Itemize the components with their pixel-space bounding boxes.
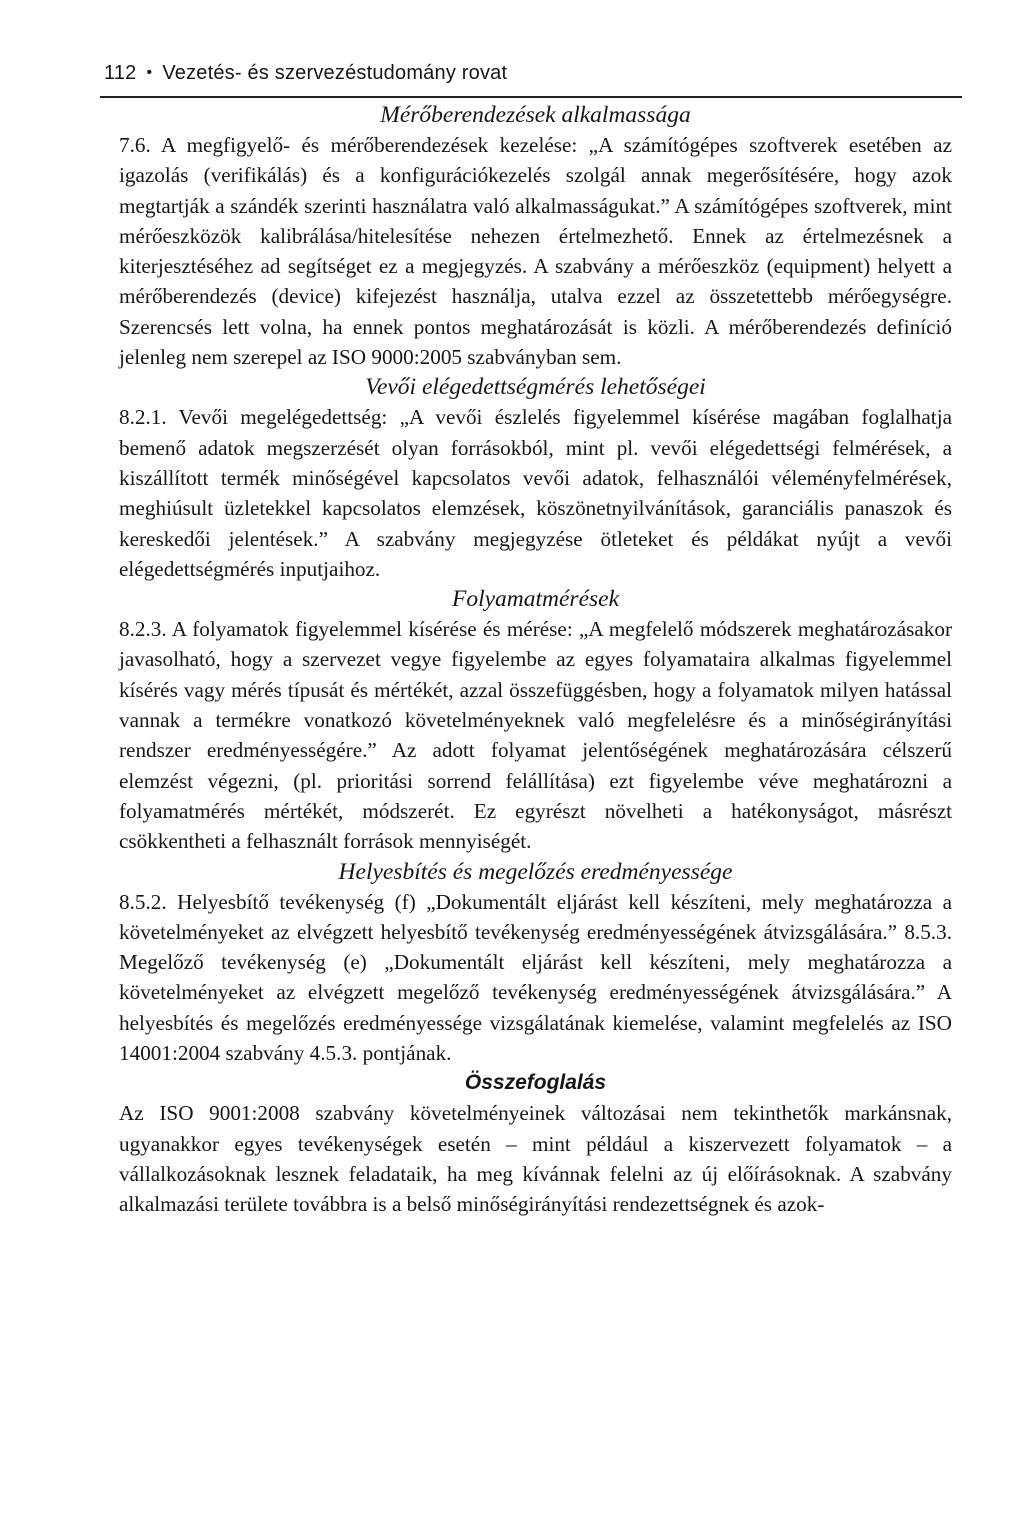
section-paragraph-measuring-devices: 7.6. A megfigyelő- és mérőberendezések kezelése: „A számítógépes szoftverek esetében az igazolás (verifikálás) és a konfigurációkezelés szolgál annak megerősítésére, hogy azok megtartják a szándék szerinti használatra való alkalmasságukat.” A számítógépes szoftverek, mint mérőeszközök kalibrálása/hitelesítése nehezen értelmezhető. Ennek az értelmezésnek a kiterjesztéséhez ad segítséget ez a megjegyzés. A szabvány a mérőeszköz (equipment) helyett a mérőberendezés (device) kifejezést használja, utalva ezzel az összetettebb mérőegységre. Szerencsés lett volna, ha ennek pontos meghatározását is közli. A mérőberendezés definíció jelenleg nem szerepel az ISO 9000:2005 szabványban sem. [119,133,952,370]
section-paragraph-customer-satisfaction: 8.2.1. Vevői megelégedettség: „A vevői észlelés figyelemmel kísérése magában foglalhatja bemenő adatok megszerzését olyan forrásokból, mint pl. vevői elégedettségi felmérések, a kiszállított termék minőségével kapcsolatos vevői adatok, felhasználói véleményfelmérések, meghiúsult üzletekkel kapcsolatos elemzések, köszönetnyilvánítások, garanciális panaszok és kereskedői jelentések.” A szabvány megjegyzése ötleteket és példákat nyújt a vevői elégedettségmérés inputjaihoz. [119,405,952,581]
section-heading-customer-satisfaction: Vevői elégedettségmérés lehetőségei [365,374,706,401]
rubric-title: Vezetés- és szervezéstudomány rovat [162,62,508,84]
bullet-separator: • [146,64,153,81]
section-paragraph-process-measurement: 8.2.3. A folyamatok figyelemmel kísérése és mérése: „A megfelelő módszerek meghatározásakor javasolható, hogy a szervezet vegye figyelembe az egyes folyamataira alkalmas figyelemmel kísérés vagy mérés típusát és mértékét, azzal összefüggésben, hogy a folyamatok milyen hatással vannak a termékre vonatkozó követelményeknek való megfelelésre és a minőségirányítási rendszer eredményességére.” Az adott folyamat jelentőségének meghatározására célszerű elemzést végezni, (pl. prioritási sorrend felállítása) ezt figyelembe véve meghatározni a folyamatmérés mértékét, módszerét. Ez egyrészt növelheti a hatékonyságot, másrészt csökkentheti a felhasznált források mennyiségét. [119,617,952,854]
section-heading-corrective-preventive: Helyesbítés és megelőzés eredményessége [338,858,733,885]
section-heading-process-measurement: Folyamatmérések [451,586,620,613]
page-number: 112 [104,62,137,84]
section-heading-measuring-devices: Mérőberendezések alkalmassága [380,102,691,128]
section-paragraph-corrective-preventive: 8.5.2. Helyesbítő tevékenység (f) „Dokumentált eljárást kell készíteni, mely meghatározza a követelményeket az elvégzett helyesbítő tevékenység eredményességének átvizsgálására.” 8.5.3. Megelőző tevékenység (e) „Dokumentált eljárást kell készíteni, mely meghatározza a követelményeket az elvégzett megelőző tevékenység eredményességének átvizsgálására.” A helyesbítés és megelőzés eredményessége vizsgálatának kiemelése, valamint megfelelés az ISO 14001:2004 szabvány 4.5.3. pontjának. [119,889,952,1066]
running-head [100,58,962,98]
running-head-text [104,62,507,85]
article-body [119,100,952,1220]
section-paragraph-summary: Az ISO 9001:2008 szabvány követelményeinek változásai nem tekinthetők markánsnak, ugyanakkor egyes tevékenységek esetén – mint például a kiszervezett folyamatok – a vállalkozásoknak lesznek feladataik, ha meg kívánnak felelni az új előírásoknak. A szabvány alkalmazási területe továbbra is a belső minőségirányítási rendezettségnek és azok- [119,1101,952,1217]
section-heading-summary: Összefoglalás [464,1071,607,1095]
